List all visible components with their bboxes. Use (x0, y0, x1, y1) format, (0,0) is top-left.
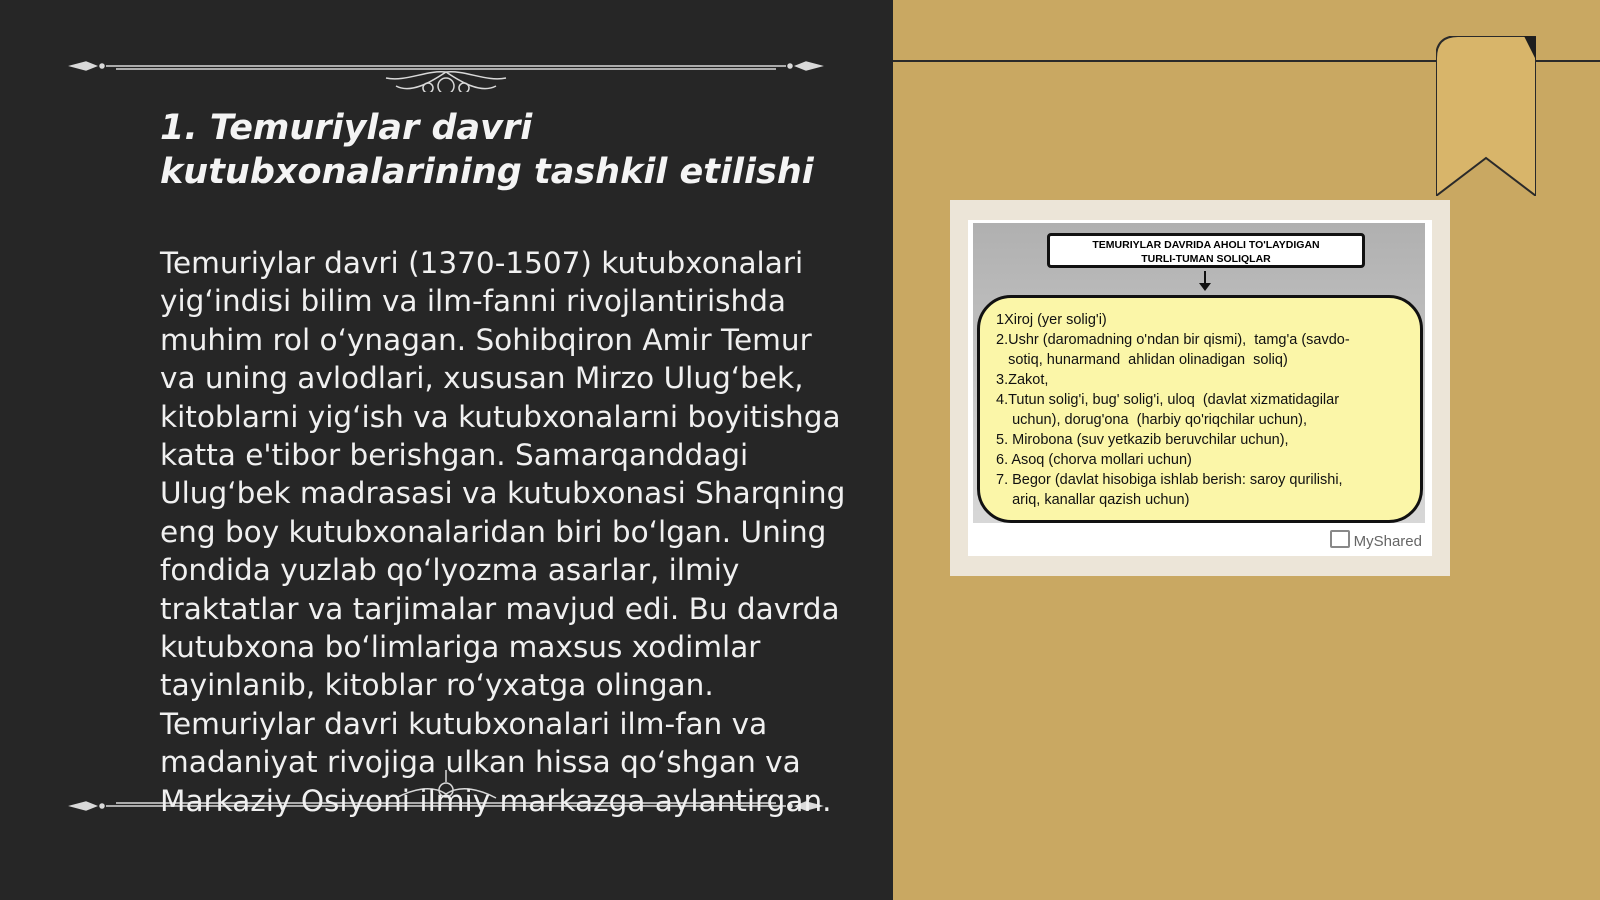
image-title-line-1: TEMURIYLAR DAVRIDA AHOLI TO'LAYDIGAN (1092, 239, 1320, 251)
watermark-text: MyShared (1353, 533, 1422, 550)
tax-list (996, 310, 1406, 510)
list-item: 1Xiroj (yer solig'i) (996, 312, 1107, 328)
image-background (973, 223, 1425, 523)
list-item: 2.Ushr (daromadning o'ndan bir qismi), tamg'a (savdo- (996, 332, 1350, 348)
watermark (1330, 530, 1422, 550)
image-title-line-2: TURLI-TUMAN SOLIQLAR (1141, 253, 1271, 265)
embedded-image-frame (950, 200, 1450, 576)
myshared-logo-icon (1330, 530, 1350, 548)
list-item: ariq, kanallar qazish uchun) (996, 492, 1190, 508)
image-title-box (1047, 233, 1365, 268)
list-item: 6. Asoq (chorva mollari uchun) (996, 452, 1192, 468)
list-item: uchun), dorug'ona (harbiy qo'riqchilar uchun), (996, 412, 1308, 428)
tax-list-box (977, 295, 1423, 523)
list-item: 3.Zakot, (996, 372, 1049, 388)
arrow-head-icon (1199, 283, 1211, 291)
list-item: 4.Tutun solig'i, bug' solig'i, uloq (davlat xizmatidagilar (996, 392, 1340, 408)
list-item: 5. Mirobona (suv yetkazib beruvchilar uchun), (996, 432, 1289, 448)
slide-body-text: Temuriylar davri (1370-1507) kutubxonalari yig‘indisi bilim va ilm-fanni rivojlantirishda muhim rol o‘ynagan. Sohibqiron Amir Temur va uning avlodlari, xususan Mirzo Ulug‘bek, kitoblarni yig‘ish va kutubxonalarni boyitishga katta e'tibor berishgan. Samarqanddagi Ulug‘bek madrasasi va kutubxonasi Sharqning eng boy kutubxonalaridan biri bo‘lgan. Uning fondida yuzlab qo‘lyozma asarlar, ilmiy traktatlar va tarjimalar mavjud edi. Bu davrda kutubxona bo‘limlariga maxsus xodimlar tayinlanib, kitoblar ro‘yxatga olingan. Temuriylar davri kutubxonalari ilm-fan va madaniyat rivojiga ulkan hissa qo‘shgan va Markaziy Osiyoni ilmiy markazga aylantirgan. (160, 246, 846, 818)
slide-title: 1. Temuriylar davri kutubxonalarining tashkil etilishi (160, 108, 814, 192)
top-ornament-divider (66, 42, 826, 92)
embedded-image (968, 220, 1432, 556)
list-item: sotiq, hunarmand ahlidan olinadigan soliq) (996, 352, 1288, 368)
bookmark-ribbon (1436, 36, 1536, 196)
list-item: 7. Begor (davlat hisobiga ishlab berish: saroy qurilishi, (996, 472, 1343, 488)
